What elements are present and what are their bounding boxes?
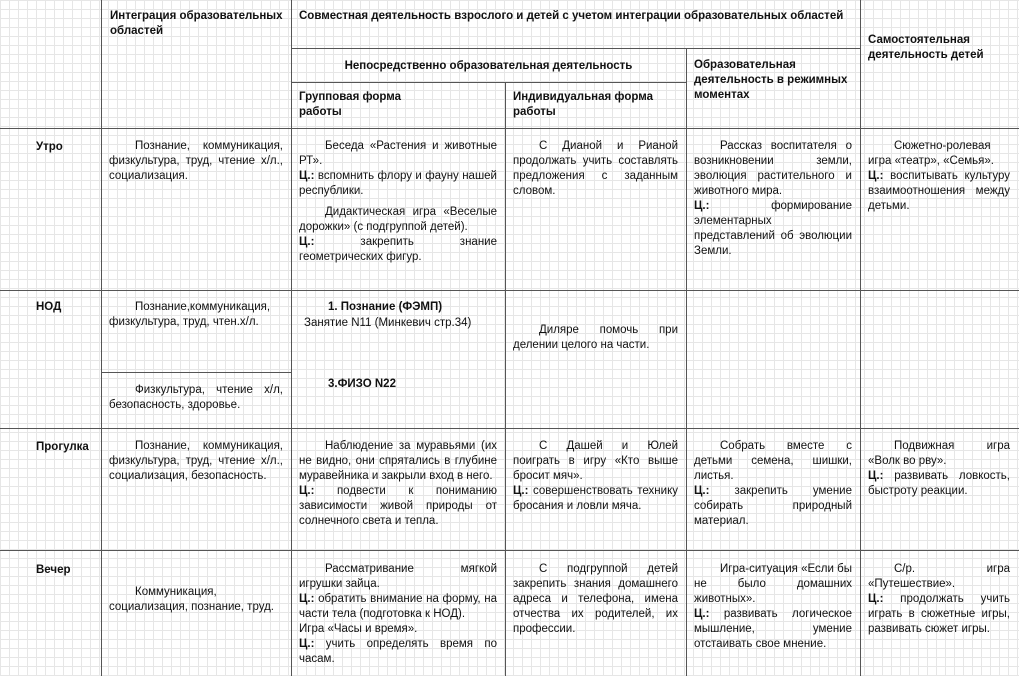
- evening-independent-goal: продолжать учить играть в сюжетные игры, развивать сюжет игры.: [868, 593, 1010, 635]
- morning-integration: Познание, коммуникация, физкультура, труд, чтение х/л., социализация.: [109, 140, 283, 182]
- row-label-evening: Вечер: [36, 564, 71, 576]
- nod-integration-1: Познание,коммуникация, физкультура, труд, чтен.х/л.: [109, 301, 271, 328]
- evening-independent-text: С/р. игра «Путешествие».: [868, 563, 1010, 590]
- walk-individual-goal: совершенствовать технику бросания и ловли мяча.: [513, 485, 678, 512]
- goal-label: Ц.:: [868, 470, 884, 482]
- walk-independent: [868, 439, 1010, 499]
- goal-label: Ц.:: [868, 593, 884, 605]
- header-direct-activity: Непосредственно образовательная деятельность: [344, 60, 633, 72]
- morning-routine-goal: формирование элементарных представлений об эволюции Земли.: [694, 200, 852, 257]
- grid-line: [0, 290, 1019, 291]
- goal-label: Ц.:: [513, 485, 529, 497]
- morning-group-goal: вспомнить флору и фауну нашей республики.: [299, 170, 497, 197]
- evening-group-game: Игра «Часы и время».: [299, 623, 418, 635]
- walk-group-goal: подвести к пониманию зависимости живой природы от солнечного света и тепла.: [299, 485, 497, 527]
- walk-individual-text: С Дашей и Юлей поиграть в игру «Кто выше бросит мяч».: [513, 440, 678, 482]
- morning-routine-text: Рассказ воспитателя о возникновении земли, эволюция растительного и животного мира.: [694, 140, 852, 197]
- evening-group-text: Рассматривание мягкой игрушки зайца.: [299, 563, 497, 590]
- grid-line: [101, 372, 291, 373]
- goal-label: Ц.:: [868, 170, 884, 182]
- walk-group-text: Наблюдение за муравьями (их не видно, они спрятались в глубине муравейника и закрыли вход в него.: [299, 440, 497, 482]
- header-independent-activity: Самостоятельная деятельность детей: [868, 34, 984, 61]
- goal-label: Ц.:: [694, 608, 710, 620]
- header-routine-activity: Образовательная деятельность в режимных моментах: [694, 59, 848, 101]
- nod-integration-2: Физкультура, чтение х/л, безопасность, здоровье.: [109, 384, 283, 411]
- grid-line: [291, 48, 860, 49]
- morning-independent: [868, 139, 1010, 214]
- morning-individual-work: С Дианой и Рианой продолжать учить составлять предложения с заданным словом.: [513, 140, 678, 197]
- evening-routine-goal: развивать логическое мышление, умение отстаивать свое мнение.: [694, 608, 852, 650]
- goal-label: Ц.:: [299, 593, 315, 605]
- grid-line: [0, 428, 1019, 429]
- evening-routine: [694, 562, 852, 652]
- morning-group-text-2: Дидактическая игра «Веселые дорожки» (с подгруппой детей).: [299, 206, 497, 233]
- header-joint-activity: Совместная деятельность взрослого и детей с учетом интеграции образовательных областей: [299, 10, 844, 22]
- walk-routine-text: Собрать вместе с детьми семена, шишки, листья.: [694, 440, 852, 482]
- morning-independent-goal: воспитывать культуру взаимоотношения между детьми.: [868, 170, 1010, 212]
- nod-activity-2: 3.ФИЗО N22: [328, 378, 396, 390]
- morning-group-goal-2: закрепить знание геометрических фигур.: [299, 236, 497, 263]
- morning-group-work: [299, 139, 497, 271]
- nod-individual-work: Диляре помочь при делении целого на части.: [513, 324, 678, 351]
- evening-routine-text: Игра-ситуация «Если бы не было домашних животных».: [694, 563, 852, 605]
- walk-routine: [694, 439, 852, 529]
- grid-line: [101, 0, 102, 676]
- walk-individual-work: [513, 439, 678, 514]
- grid-line: [0, 550, 1019, 551]
- morning-group-text: Беседа «Растения и животные РТ».: [299, 140, 497, 167]
- walk-independent-goal: развивать ловкость, быстроту реакции.: [868, 470, 1010, 497]
- evening-group-goal-1: обратить внимание на форму, на части тела (подготовка к НОД).: [299, 593, 497, 620]
- walk-independent-text: Подвижная игра «Волк во рву».: [868, 440, 1010, 467]
- goal-label: Ц.:: [299, 485, 315, 497]
- header-individual-form: Индивидуальная форма работы: [513, 91, 653, 118]
- evening-group-goal-2: учить определять время по часам.: [299, 638, 498, 665]
- grid-line: [0, 128, 1019, 129]
- row-label-nod: НОД: [36, 301, 62, 313]
- walk-integration: Познание, коммуникация, физкультура, труд, чтение х/л., социализация, безопасность.: [109, 440, 283, 482]
- goal-label: Ц.:: [694, 485, 710, 497]
- evening-group-work: [299, 562, 497, 667]
- grid-line: [860, 0, 861, 676]
- row-label-morning: Утро: [36, 141, 63, 153]
- morning-routine: [694, 139, 852, 259]
- grid-line: [505, 82, 506, 676]
- evening-independent: [868, 562, 1010, 637]
- evening-individual-work: С подгруппой детей закрепить знания домашнего адреса и телефона, имена отчества их родителей, их профессии.: [513, 563, 678, 635]
- goal-label: Ц.:: [299, 638, 315, 650]
- goal-label: Ц.:: [694, 200, 710, 212]
- grid-line: [291, 0, 292, 676]
- row-label-walk: Прогулка: [36, 441, 89, 453]
- goal-label: Ц.:: [299, 236, 315, 248]
- goal-label: Ц.:: [299, 170, 315, 182]
- grid-line: [291, 82, 686, 83]
- nod-activity-1-detail: Занятие N11 (Минкевич стр.34): [304, 317, 472, 329]
- walk-routine-goal: закрепить умение собирать природный материал.: [694, 485, 852, 527]
- grid-line: [686, 48, 687, 676]
- walk-group-work: [299, 439, 497, 529]
- header-group-form: Групповая форма работы: [299, 91, 402, 118]
- morning-independent-text: Сюжетно-ролевая игра «театр», «Семья».: [868, 140, 994, 167]
- nod-activity-1: 1. Познание (ФЭМП): [328, 301, 443, 313]
- header-integration: Интеграция образовательных областей: [110, 10, 283, 37]
- evening-integration: Коммуникация, социализация, познание, труд.: [109, 586, 274, 613]
